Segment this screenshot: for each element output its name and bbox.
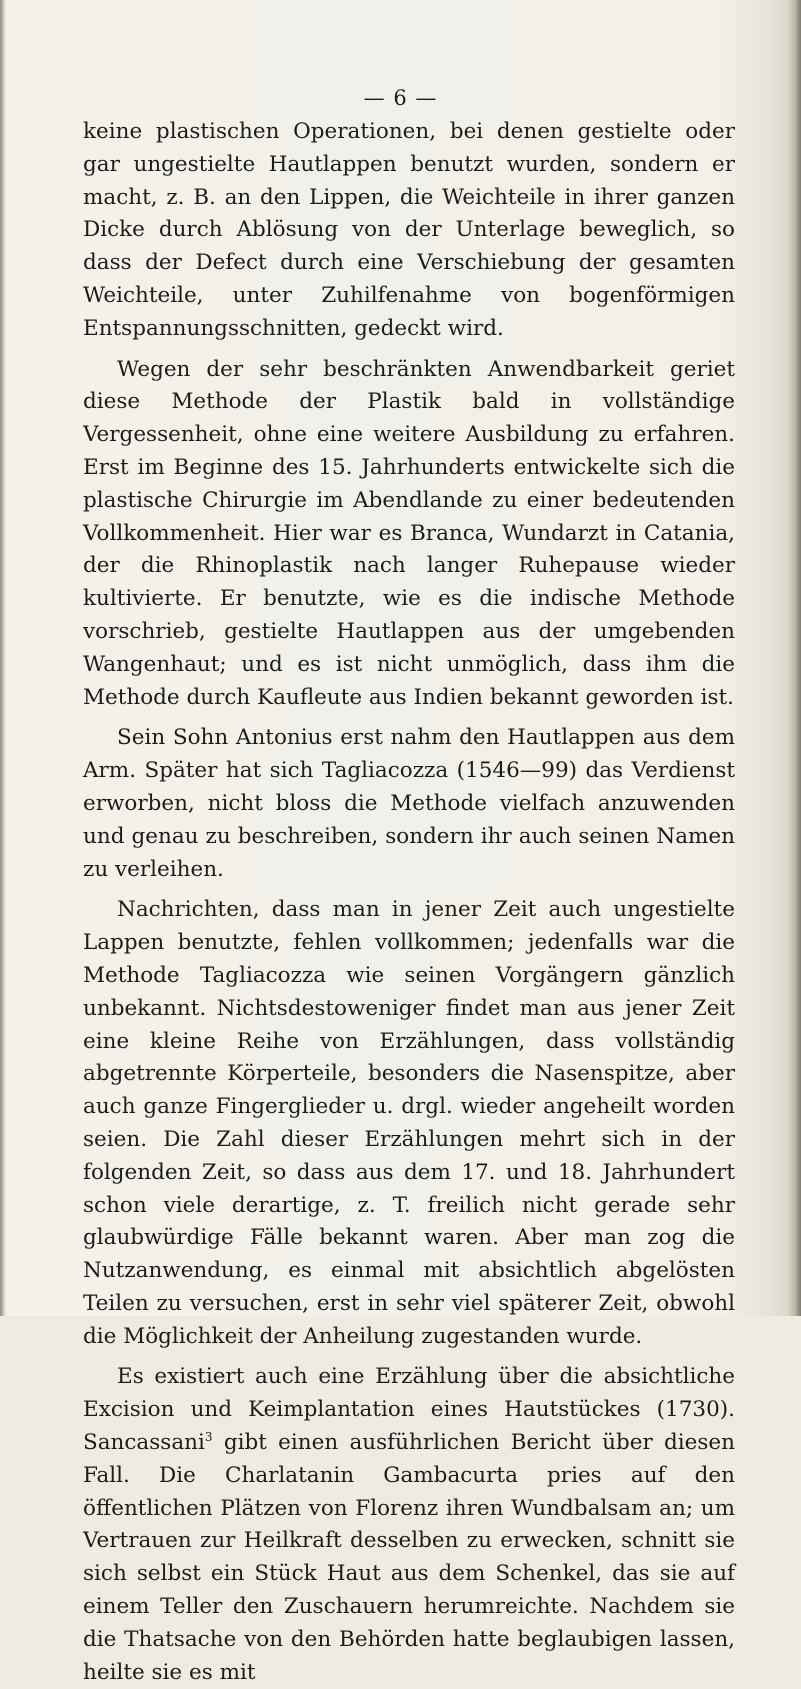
page-number: — 6 — (363, 86, 438, 110)
paragraph-5 (83, 1361, 735, 1689)
body-text (83, 116, 735, 1689)
footnote-reference: 3 (204, 1429, 213, 1444)
paragraph-5-text-end: gibt einen ausführlichen Bericht über diesen Fall. Die Charlatanin Gambacurta pries auf den öffentlichen Plätzen von Florenz ihren Wundbalsam an; um Vertrauen zur Heilkraft desselben zu erwecken, schnitt sie sich selbst ein Stück Haut aus dem Schenkel, das sie auf einem Teller den Zuschauern herumreichte. Nachdem sie die Thatsache von den Behörden hatte beglaubigen lassen, heilte sie es mit (83, 1430, 735, 1685)
paragraph-4: Nachrichten, dass man in jener Zeit auch ungestielte Lappen benutzte, fehlen vollkommen; jedenfalls war die Methode Tagliacozza wie seinen Vorgängern gänzlich unbekannt. Nichtsdestoweniger findet man aus jener Zeit eine kleine Reihe von Erzählungen, dass vollständig abgetrennte Körperteile, besonders die Nasenspitze, aber auch ganze Fingerglieder u. drgl. wieder angeheilt worden seien. Die Zahl dieser Erzählungen mehrt sich in der folgenden Zeit, so dass aus dem 17. und 18. Jahrhundert schon viele derartige, z. T. freilich nicht gerade sehr glaubwürdige Fälle bekannt waren. Aber man zog die Nutzanwendung, es einmal mit absichtlich abgelösten Teilen zu versuchen, erst in sehr viel späterer Zeit, obwohl die Möglichkeit der Anheilung zugestanden wurde. (83, 897, 735, 1349)
paragraph-3: Sein Sohn Antonius erst nahm den Hautlappen aus dem Arm. Später hat sich Tagliacozza (1546—99) das Verdienst erworben, nicht bloss die Methode vielfach anzuwenden und genau zu beschreiben, sondern ihr auch seinen Namen zu verleihen. (83, 725, 735, 882)
paragraph-2: Wegen der sehr beschränkten Anwendbarkeit geriet diese Methode der Plastik bald in vollständige Vergessenheit, ohne eine weitere Ausbildung zu erfahren. Erst im Beginne des 15. Jahrhunderts entwickelte sich die plastische Chirurgie im Abendlande zu einer bedeutenden Vollkommenheit. Hier war es Branca, Wundarzt in Catania, der die Rhinoplastik nach langer Ruhepause wieder kultivierte. Er benutzte, wie es die indische Methode vorschrieb, gestielte Hautlappen aus der umgebenden Wangenhaut; und es ist nicht unmöglich, dass ihm die Methode durch Kaufleute aus Indien bekannt geworden ist. (83, 356, 735, 710)
paragraph-5-text-start: Es existiert auch eine Erzählung über die absichtliche Excision und Keimplantation eines Hautstückes (1730). Sancassani (83, 1364, 735, 1456)
page-left-edge-shadow (0, 0, 6, 1316)
paragraph-1: keine plastischen Operationen, bei denen gestielte oder gar ungestielte Hautlappen benutzt wurden, sondern er macht, z. B. an den Lippen, die Weichteile in ihrer ganzen Dicke durch Ablösung von der Unterlage beweglich, so dass der Defect durch eine Verschiebung der gesamten Weichteile, unter Zuhilfenahme von bogenförmigen Entspannungsschnitten, gedeckt wird. (83, 119, 735, 341)
page-right-edge-shadow (787, 0, 801, 1316)
